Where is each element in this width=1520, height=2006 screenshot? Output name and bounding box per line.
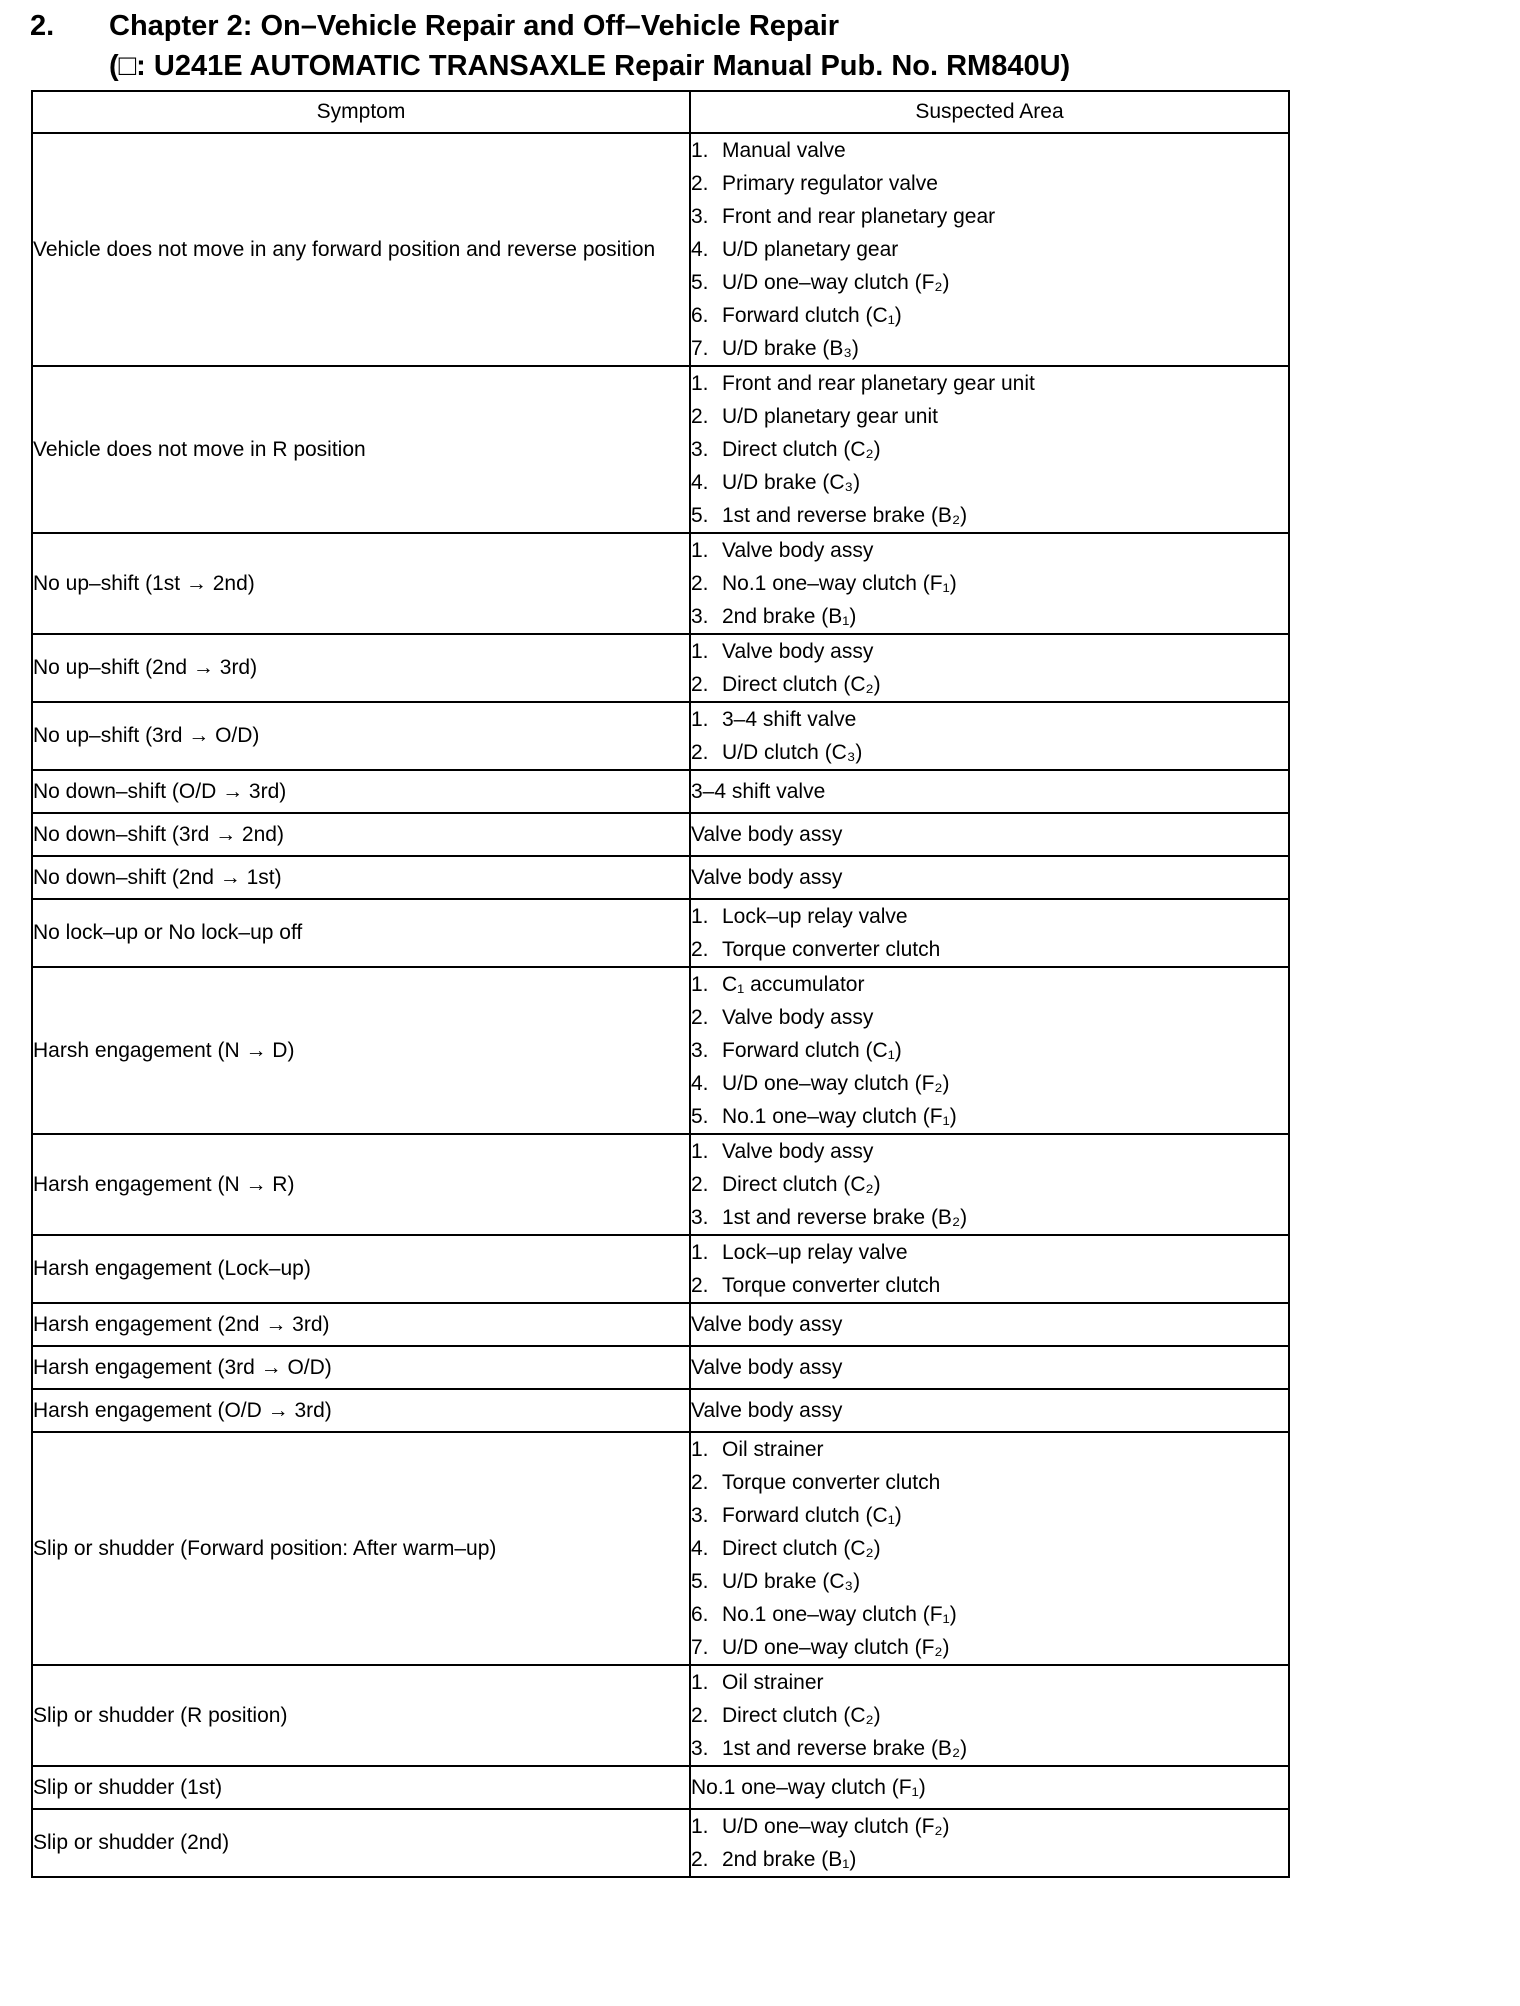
suspected-area-item [691,933,1288,966]
suspected-area-cell [690,1235,1289,1303]
item-text: Torque converter clutch [722,1274,941,1297]
suspected-area-cell: Valve body assy [690,856,1289,899]
item-text: 2nd brake (B₁) [722,1848,857,1871]
item-number: 6. [691,1603,709,1626]
item-number: 2. [691,741,709,764]
suspected-area-item [691,367,1288,400]
suspected-area-list [691,1810,1288,1876]
suspected-area-cell [690,702,1289,770]
item-text: Forward clutch (C₁) [722,304,902,327]
item-text: U/D brake (B₃) [722,337,859,360]
suspected-area-cell: Valve body assy [690,1303,1289,1346]
suspected-area-item [691,1433,1288,1466]
item-number: 2. [691,172,709,195]
suspected-area-cell [690,533,1289,634]
item-text: No.1 one–way clutch (F₁) [722,1603,957,1626]
item-text: Valve body assy [722,1140,874,1163]
item-text: Lock–up relay valve [722,905,908,928]
table-row [32,366,1289,533]
suspected-area-cell: Valve body assy [690,813,1289,856]
suspected-area-column-header: Suspected Area [690,91,1289,133]
item-text: Torque converter clutch [722,938,941,961]
item-text: Direct clutch (C₂) [722,1704,881,1727]
suspected-area-list [691,968,1288,1133]
item-number: 1. [691,1140,709,1163]
suspected-area-item [691,1236,1288,1269]
suspected-area-item [691,1269,1288,1302]
item-number: 3. [691,1206,709,1229]
table-row [32,770,1289,813]
suspected-area-list [691,1433,1288,1664]
table-row [32,856,1289,899]
suspected-area-item [691,1843,1288,1876]
item-number: 1. [691,372,709,395]
symptom-cell: Vehicle does not move in any forward position and reverse position [32,133,690,366]
item-text: Direct clutch (C₂) [722,1537,881,1560]
item-text: Forward clutch (C₁) [722,1039,902,1062]
item-number: 2. [691,405,709,428]
section-number: 2. [30,10,55,42]
item-text: Front and rear planetary gear [722,205,996,228]
suspected-area-item [691,200,1288,233]
suspected-area-item [691,1532,1288,1565]
suspected-area-item [691,233,1288,266]
suspected-area-list [691,900,1288,966]
suspected-area-list [691,134,1288,365]
chapter-heading [30,6,1070,86]
table-row [32,634,1289,702]
item-text: 3–4 shift valve [722,708,857,731]
symptom-cell: No up–shift (2nd → 3rd) [32,634,690,702]
symptom-cell: No up–shift (3rd → O/D) [32,702,690,770]
item-text: Lock–up relay valve [722,1241,908,1264]
table-row [32,1809,1289,1877]
item-number: 7. [691,1636,709,1659]
table-row [32,1665,1289,1766]
symptom-cell: No up–shift (1st → 2nd) [32,533,690,634]
suspected-area-cell [690,634,1289,702]
suspected-area-item [691,299,1288,332]
table-row [32,1134,1289,1235]
item-text: Oil strainer [722,1671,824,1694]
suspected-area-item [691,635,1288,668]
symptom-cell: Slip or shudder (R position) [32,1665,690,1766]
suspected-area-list [691,703,1288,769]
suspected-area-item [691,433,1288,466]
table-row [32,1389,1289,1432]
item-number: 5. [691,504,709,527]
suspected-area-list [691,635,1288,701]
item-text: No.1 one–way clutch (F₁) [722,572,957,595]
symptom-column-header: Symptom [32,91,690,133]
item-text: U/D one–way clutch (F₂) [722,1636,950,1659]
item-number: 5. [691,1570,709,1593]
suspected-area-item [691,1034,1288,1067]
item-number: 3. [691,605,709,628]
symptom-cell: Harsh engagement (2nd → 3rd) [32,1303,690,1346]
item-number: 4. [691,238,709,261]
item-text: Valve body assy [722,539,874,562]
item-text: Forward clutch (C₁) [722,1504,902,1527]
item-number: 2. [691,1173,709,1196]
table-row [32,899,1289,967]
item-number: 1. [691,1241,709,1264]
item-number: 1. [691,1438,709,1461]
suspected-area-item [691,900,1288,933]
suspected-area-item [691,1100,1288,1133]
table-row [32,1766,1289,1809]
suspected-area-list [691,1236,1288,1302]
suspected-area-item [691,1499,1288,1532]
suspected-area-item [691,968,1288,1001]
item-text: 1st and reverse brake (B₂) [722,1206,968,1229]
item-text: Primary regulator valve [722,172,938,195]
suspected-area-item [691,1666,1288,1699]
item-number: 1. [691,139,709,162]
suspected-area-cell [690,967,1289,1134]
symptom-cell: Harsh engagement (3rd → O/D) [32,1346,690,1389]
table-header-row [32,91,1289,133]
symptom-cell: Slip or shudder (Forward position: After warm–up) [32,1432,690,1665]
table-row [32,702,1289,770]
suspected-area-item [691,332,1288,365]
item-number: 2. [691,1848,709,1871]
symptom-cell: No lock–up or No lock–up off [32,899,690,967]
suspected-area-item [691,1067,1288,1100]
suspected-area-list [691,534,1288,633]
item-number: 5. [691,1105,709,1128]
suspected-area-item [691,736,1288,769]
item-text: 1st and reverse brake (B₂) [722,1737,968,1760]
table-row [32,133,1289,366]
suspected-area-cell [690,1809,1289,1877]
table-row [32,1432,1289,1665]
item-number: 4. [691,1072,709,1095]
item-number: 1. [691,905,709,928]
item-number: 1. [691,1671,709,1694]
symptom-cell: No down–shift (O/D → 3rd) [32,770,690,813]
suspected-area-cell: Valve body assy [690,1346,1289,1389]
item-number: 3. [691,1737,709,1760]
item-number: 2. [691,673,709,696]
suspected-area-item [691,167,1288,200]
item-text: U/D one–way clutch (F₂) [722,1815,950,1838]
item-text: Torque converter clutch [722,1471,941,1494]
suspected-area-item [691,400,1288,433]
item-text: 2nd brake (B₁) [722,605,857,628]
item-text: Direct clutch (C₂) [722,438,881,461]
item-text: Valve body assy [722,640,874,663]
item-text: U/D planetary gear unit [722,405,938,428]
symptom-cell: No down–shift (3rd → 2nd) [32,813,690,856]
suspected-area-cell [690,899,1289,967]
item-number: 5. [691,271,709,294]
suspected-area-item [691,1001,1288,1034]
suspected-area-item [691,668,1288,701]
symptom-cell: Harsh engagement (Lock–up) [32,1235,690,1303]
symptom-cell: Harsh engagement (N → R) [32,1134,690,1235]
suspected-area-item [691,1631,1288,1664]
suspected-area-item [691,1565,1288,1598]
manual-reference: (□: U241E AUTOMATIC TRANSAXLE Repair Manual Pub. No. RM840U) [109,50,1071,82]
suspected-area-cell [690,133,1289,366]
item-number: 1. [691,973,709,996]
item-text: 1st and reverse brake (B₂) [722,504,968,527]
item-text: U/D planetary gear [722,238,899,261]
suspected-area-item [691,1168,1288,1201]
suspected-area-item [691,1699,1288,1732]
item-text: U/D one–way clutch (F₂) [722,1072,950,1095]
item-text: Front and rear planetary gear unit [722,372,1035,395]
table-row [32,967,1289,1134]
symptom-cell: Harsh engagement (N → D) [32,967,690,1134]
item-text: Manual valve [722,139,846,162]
item-number: 4. [691,471,709,494]
item-number: 4. [691,1537,709,1560]
table-row [32,1346,1289,1389]
symptom-cell: Slip or shudder (2nd) [32,1809,690,1877]
item-text: Direct clutch (C₂) [722,673,881,696]
table-row [32,1235,1289,1303]
suspected-area-item [691,703,1288,736]
heading-line-2 [30,46,1070,86]
suspected-area-item [691,600,1288,633]
item-number: 2. [691,572,709,595]
suspected-area-item [691,1598,1288,1631]
item-text: Valve body assy [722,1006,874,1029]
symptom-cell: Slip or shudder (1st) [32,1766,690,1809]
table-row [32,533,1289,634]
suspected-area-cell: Valve body assy [690,1389,1289,1432]
suspected-area-item [691,1810,1288,1843]
item-number: 2. [691,938,709,961]
suspected-area-item [691,134,1288,167]
item-text: U/D one–way clutch (F₂) [722,271,950,294]
table-body [32,133,1289,1877]
item-number: 3. [691,205,709,228]
item-number: 2. [691,1704,709,1727]
item-number: 1. [691,708,709,731]
symptom-cell: No down–shift (2nd → 1st) [32,856,690,899]
suspected-area-item [691,567,1288,600]
table-row [32,813,1289,856]
heading-line-1 [30,6,1070,46]
item-text: U/D brake (C₃) [722,1570,861,1593]
item-number: 3. [691,1039,709,1062]
suspected-area-cell: No.1 one–way clutch (F₁) [690,1766,1289,1809]
item-text: U/D brake (C₃) [722,471,861,494]
suspected-area-item [691,1466,1288,1499]
item-number: 3. [691,438,709,461]
suspected-area-cell [690,1432,1289,1665]
symptom-cell: Harsh engagement (O/D → 3rd) [32,1389,690,1432]
item-number: 1. [691,1815,709,1838]
item-text: U/D clutch (C₃) [722,741,863,764]
item-number: 2. [691,1471,709,1494]
symptom-cell: Vehicle does not move in R position [32,366,690,533]
suspected-area-item [691,466,1288,499]
suspected-area-cell [690,366,1289,533]
suspected-area-item [691,1201,1288,1234]
item-number: 1. [691,640,709,663]
suspected-area-item [691,1732,1288,1765]
suspected-area-list [691,1666,1288,1765]
suspected-area-item [691,534,1288,567]
suspected-area-item [691,499,1288,532]
item-number: 6. [691,304,709,327]
item-text: No.1 one–way clutch (F₁) [722,1105,957,1128]
suspected-area-item [691,266,1288,299]
suspected-area-item [691,1135,1288,1168]
item-text: Oil strainer [722,1438,824,1461]
item-number: 1. [691,539,709,562]
item-text: C₁ accumulator [722,973,865,996]
suspected-area-list [691,1135,1288,1234]
table-row [32,1303,1289,1346]
suspected-area-list [691,367,1288,532]
troubleshooting-table [31,90,1290,1878]
suspected-area-cell: 3–4 shift valve [690,770,1289,813]
item-number: 2. [691,1274,709,1297]
item-number: 2. [691,1006,709,1029]
item-number: 3. [691,1504,709,1527]
chapter-title: Chapter 2: On–Vehicle Repair and Off–Vehicle Repair [109,10,840,42]
item-number: 7. [691,337,709,360]
suspected-area-cell [690,1665,1289,1766]
suspected-area-cell [690,1134,1289,1235]
item-text: Direct clutch (C₂) [722,1173,881,1196]
